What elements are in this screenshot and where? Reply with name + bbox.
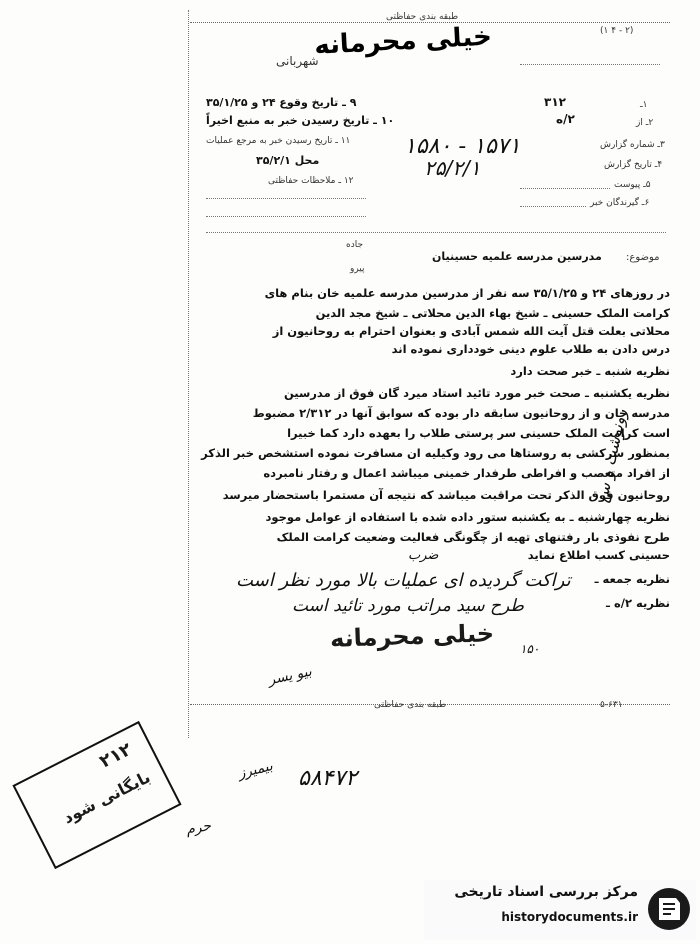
city-label: شهربانی [276,54,319,68]
dots-left-3 [206,232,666,233]
field2-value: ۲/ه [556,112,575,126]
field2-label: ۲ـ از [636,118,654,128]
archive-box-stamp [12,721,181,869]
watermark-line2: historydocuments.ir [501,910,638,924]
body-line: از افراد متعصب و افراطی طرفدار خمینی میباشد اعمال و رفتار نامبرده [263,466,670,480]
body-line: نظریه شنبه ـ خبر صحت دارد [510,364,670,378]
subject-value: مدرسین مدرسه علمیه حسینیان [432,250,602,263]
body-line: روحانیون فوق الذکر تحت مراقبت میباشد که نتیجه آن مستمرا باستحضار میرسد [222,488,670,502]
left-item-10: ۱۰ ـ تاریخ رسیدن خبر به منبع اخیراً [206,114,395,127]
body-line: نظریه یکشنبه ـ صحت خبر مورد تائید استاد میرد گان فوق از مدرسین [283,386,670,400]
dots-1 [520,64,660,65]
dots-left-1 [206,198,366,199]
left-item-12: ۱۲ ـ ملاحظات حفاظتی [268,176,354,186]
top-secret-stamp: خیلی محرمانه [313,21,493,61]
bottom-signature: حرم [184,817,213,839]
note-jomee: تراکت گردیده ای عملیات بالا مورد نظر است [236,570,571,591]
bottom-number: ۵۸۴۷۲ [298,766,358,791]
watermark-logo [424,880,696,940]
body-line: محلاتی بعلت قتل آیت الله شمس آبادی و بعنوان احترام به روحانیون از [272,324,670,338]
field3-label: ۳ـ شماره گزارش [600,140,665,150]
note-right-of-body: ضرب [408,548,439,563]
body-line: است کرامت الملک حسینی سر پرستی طلاب را بعهده دارد کما خبیرا [287,426,670,440]
field3-value: ۱۵۷۱ - ۱۵۸۰ [404,134,521,159]
subject-aside-1: جاده [346,240,364,250]
classification-top: طبقه بندی حفاظتی [386,12,459,22]
margin-vertical-note: رونوشت و س [592,407,631,504]
body-line: درس دادن به طلاب علوم دینی خودداری نموده اند [391,342,670,356]
dots-left-2 [206,216,366,217]
field1-label: ۱ـ [640,100,648,110]
footer-number: ۵-۶۳۱ [600,700,623,710]
field6-label: ۶ـ گیرندگان خبر [590,198,650,208]
top-right-small: (۲ - ۴ ۱) [600,26,634,36]
body-line: در روزهای ۲۴ و ۳۵/۱/۲۵ سه نفر از مدرسین مدرسه علمیه خان بنام های [264,286,670,300]
scribble-2: بیو یسر [266,663,314,689]
footer-classification: طبقه بندی حفاظتی [374,700,447,710]
signature-stamp: خیلی محرمانه [329,619,495,653]
dots-5 [520,188,610,189]
body-line: مدرسه خان و از روحانیون سابقه دار بوده که سوابق آنها در ۲/۳۱۲ مضبوط [252,406,670,420]
dots-6 [520,206,586,207]
bottom-scribble: بیمیرز [236,758,275,782]
body-line: حسینی کسب اطلاع نماید [527,548,670,562]
archive-logo-icon [646,886,692,932]
subject-aside-2: پیرو [350,264,365,274]
top-dotted-line [190,22,670,23]
archive-number: ۲۱۲ [96,738,136,773]
archive-text: بایگانی شود [59,767,154,828]
field4-value: ۲۵/۲/۱ [424,156,481,180]
subject-label: موضوع: [626,252,660,263]
left-item-9: ۹ ـ تاریخ وقوع ۲۴ و ۳۵/۱/۲۵ [206,96,357,109]
note-2h: طرح سید مراتب مورد تائید است [292,596,524,616]
body-line: نظریه چهارشنبه ـ به یکشنبه ستور داده شده با استفاده از عوامل موجود [265,510,670,524]
body-line: نظریه ۲/ه ـ [606,596,670,610]
field1-value: ۳۱۲ [544,95,566,109]
left-item-11: ۱۱ ـ تاریخ رسیدن خبر به مرجع عملیات [206,136,351,146]
watermark-line1: مرکز بررسی اسناد تاریخی [454,884,638,900]
field4-label: ۴ـ تاریخ گزارش [604,160,663,170]
left-place: محل ۳۵/۲/۱ [256,154,320,167]
body-line: بمنظور سرکشی به روستاها می رود وکیلیه ان مسافرت نموده استشخص خبر الذکر [201,446,670,460]
body-line: طرح نفوذی بار رفتنهای تهیه از چگونگی فعالیت وضعیت کرامت الملک [276,530,670,544]
field5-label: ۵ـ پیوست [614,180,651,190]
scribble-1: ۱۵۰ [520,642,540,656]
body-line: کرامت الملک حسینی ـ شیخ بهاء الدین محلاتی ـ شیخ مجد الدین [315,306,670,320]
body-line: نظریه جمعه ـ [594,572,670,586]
